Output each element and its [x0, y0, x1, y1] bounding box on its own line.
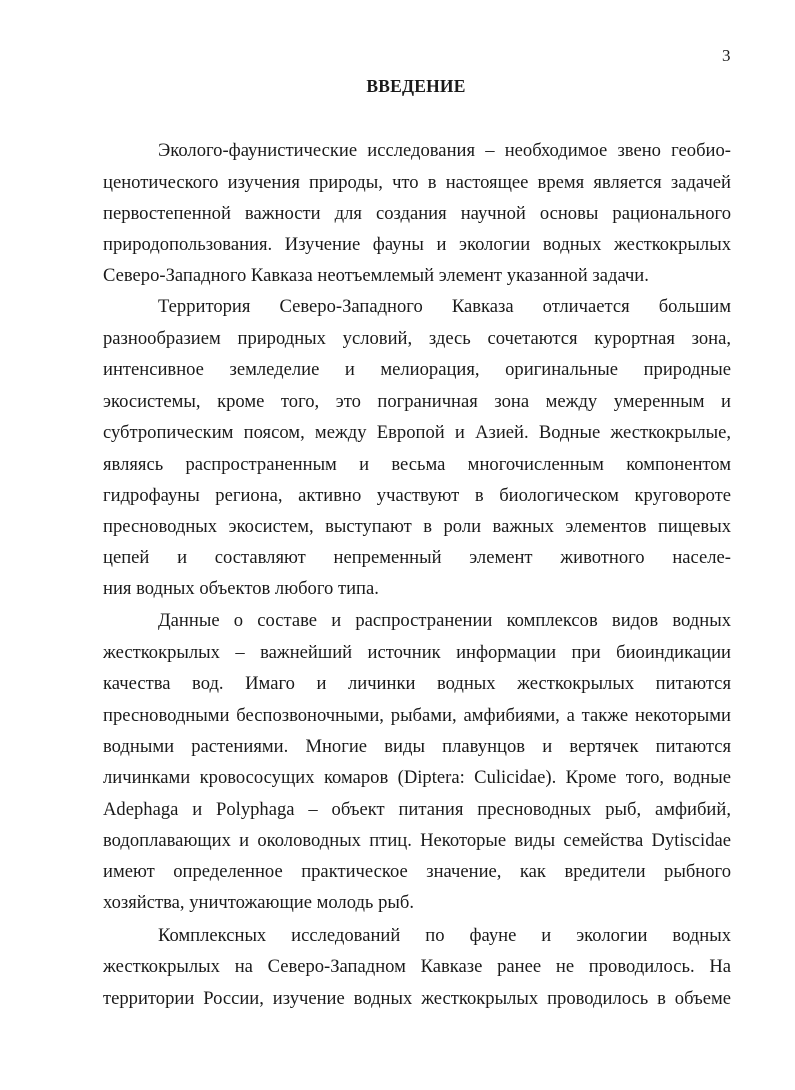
text-line: жесткокрылых – важнейший источник информации при биоиндикации	[103, 642, 731, 663]
text-line: гидрофауны региона, активно участвуют в биологическом круговороте	[103, 485, 731, 506]
text-line: Территория Северо-Западного Кавказа отличается большим	[158, 296, 731, 317]
text-line: интенсивное земледелие и мелиорация, оригинальные природные	[103, 359, 731, 380]
text-line: пресноводных экосистем, выступают в роли важных элементов пищевых	[103, 516, 731, 537]
text-line: жесткокрылых на Северо-Западном Кавказе ранее не проводилось. На	[103, 956, 731, 977]
text-line: Данные о составе и распространении комплексов видов водных	[158, 610, 731, 631]
page-number: 3	[722, 46, 731, 65]
text-line: Adephaga и Polyphaga – объект питания пресноводных рыб, амфибий,	[103, 799, 731, 820]
text-line: пресноводными беспозвоночными, рыбами, амфибиями, а также некоторыми	[103, 705, 731, 726]
text-line: природопользования. Изучение фауны и экологии водных жесткокрылых	[103, 234, 731, 255]
text-line: имеют определенное практическое значение, как вредители рыбного	[103, 861, 731, 882]
text-line: Комплексных исследований по фауне и экологии водных	[158, 925, 731, 946]
text-line: являясь распространенным и весьма многочисленным компонентом	[103, 454, 731, 475]
text-line: первостепенной важности для создания научной основы рационального	[103, 203, 731, 224]
text-line: водными растениями. Многие виды плавунцов и вертячек питаются	[103, 736, 731, 757]
text-line: Северо-Западного Кавказа неотъемлемый элемент указанной задачи.	[103, 265, 649, 286]
text-line: личинками кровососущих комаров (Diptera: Culicidae). Кроме того, водные	[103, 767, 731, 788]
text-line: ния водных объектов любого типа.	[103, 578, 379, 599]
text-line: территории России, изучение водных жесткокрылых проводилось в объеме	[103, 988, 731, 1009]
page-title: ВВЕДЕНИЕ	[366, 76, 466, 96]
text-line: качества вод. Имаго и личинки водных жесткокрылых питаются	[103, 673, 731, 694]
text-line: субтропическим поясом, между Европой и Азией. Водные жесткокрылые,	[103, 422, 731, 443]
text-line: цепей и составляют непременный элемент животного населе-	[103, 547, 731, 568]
text-line: водоплавающих и околоводных птиц. Некоторые виды семейства Dytiscidae	[103, 830, 731, 851]
text-line: ценотического изучения природы, что в настоящее время является задачей	[103, 172, 731, 193]
text-line: Эколого-фаунистические исследования – необходимое звено геобио-	[158, 140, 731, 161]
text-line: хозяйства, уничтожающие молодь рыб.	[103, 892, 414, 913]
text-line: экосистемы, кроме того, это пограничная зона между умеренным и	[103, 391, 731, 412]
text-line: разнообразием природных условий, здесь сочетаются курортная зона,	[103, 328, 731, 349]
